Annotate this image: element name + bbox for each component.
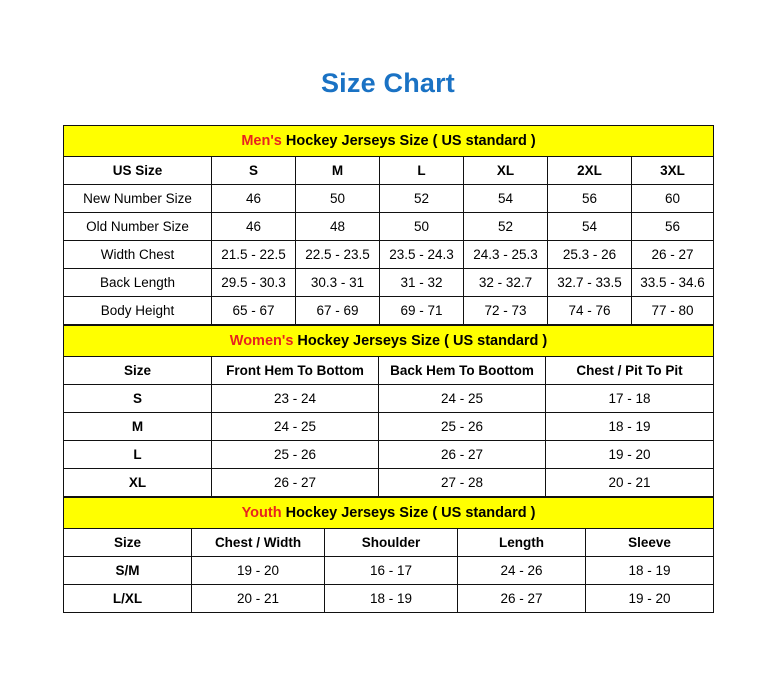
- mens-row-0-val-3: 54: [464, 185, 548, 213]
- mens-row-1-label: Old Number Size: [64, 213, 212, 241]
- mens-row-3-val-0: 29.5 - 30.3: [212, 269, 296, 297]
- youth-col-2: Shoulder: [325, 529, 458, 557]
- mens-row-4-val-0: 65 - 67: [212, 297, 296, 325]
- womens-row-3-val-0: 26 - 27: [212, 469, 379, 497]
- womens-row-1-val-1: 25 - 26: [379, 413, 546, 441]
- womens-header-accent: Women's: [229, 333, 294, 349]
- table-row: [64, 213, 714, 241]
- womens-col-0: Size: [64, 357, 212, 385]
- mens-section-header: [64, 126, 714, 157]
- mens-col-4: XL: [464, 157, 548, 185]
- mens-row-2-val-2: 23.5 - 24.3: [380, 241, 464, 269]
- mens-row-0-val-5: 60: [632, 185, 714, 213]
- youth-row-1-val-0: 20 - 21: [192, 585, 325, 613]
- mens-row-2-val-5: 26 - 27: [632, 241, 714, 269]
- youth-col-1: Chest / Width: [192, 529, 325, 557]
- mens-row-1-val-1: 48: [296, 213, 380, 241]
- mens-row-4-val-5: 77 - 80: [632, 297, 714, 325]
- youth-row-0-val-1: 16 - 17: [325, 557, 458, 585]
- mens-col-2: M: [296, 157, 380, 185]
- mens-row-1-val-0: 46: [212, 213, 296, 241]
- womens-row-3-val-2: 20 - 21: [546, 469, 714, 497]
- mens-row-0-val-2: 52: [380, 185, 464, 213]
- womens-col-1: Front Hem To Bottom: [212, 357, 379, 385]
- womens-row-0-label: S: [64, 385, 212, 413]
- table-row: [64, 297, 714, 325]
- mens-row-2-val-1: 22.5 - 23.5: [296, 241, 380, 269]
- youth-col-3: Length: [458, 529, 586, 557]
- youth-header-rest: Hockey Jerseys Size ( US standard ): [281, 505, 536, 521]
- womens-row-0-val-0: 23 - 24: [212, 385, 379, 413]
- youth-column-header-row: [64, 529, 714, 557]
- table-row: [64, 469, 714, 497]
- youth-size-table: [63, 497, 714, 613]
- mens-row-3-val-3: 32 - 32.7: [464, 269, 548, 297]
- youth-row-1-val-1: 18 - 19: [325, 585, 458, 613]
- womens-row-2-val-2: 19 - 20: [546, 441, 714, 469]
- youth-section-header: [64, 498, 714, 529]
- youth-row-1-val-2: 26 - 27: [458, 585, 586, 613]
- mens-row-1-val-5: 56: [632, 213, 714, 241]
- mens-column-header-row: [64, 157, 714, 185]
- mens-col-1: S: [212, 157, 296, 185]
- youth-row-1-val-3: 19 - 20: [586, 585, 714, 613]
- youth-col-0: Size: [64, 529, 192, 557]
- mens-row-2-label: Width Chest: [64, 241, 212, 269]
- womens-row-2-val-1: 26 - 27: [379, 441, 546, 469]
- womens-row-0-val-1: 24 - 25: [379, 385, 546, 413]
- womens-row-1-val-2: 18 - 19: [546, 413, 714, 441]
- mens-row-4-val-2: 69 - 71: [380, 297, 464, 325]
- mens-row-1-val-3: 52: [464, 213, 548, 241]
- womens-size-table: [63, 325, 714, 497]
- womens-row-1-val-0: 24 - 25: [212, 413, 379, 441]
- youth-section-header-row: [64, 498, 714, 529]
- table-row: [64, 185, 714, 213]
- mens-row-3-val-4: 32.7 - 33.5: [548, 269, 632, 297]
- mens-row-3-label: Back Length: [64, 269, 212, 297]
- womens-col-2: Back Hem To Boottom: [379, 357, 546, 385]
- mens-row-2-val-0: 21.5 - 22.5: [212, 241, 296, 269]
- mens-col-6: 3XL: [632, 157, 714, 185]
- mens-row-3-val-5: 33.5 - 34.6: [632, 269, 714, 297]
- mens-row-4-val-1: 67 - 69: [296, 297, 380, 325]
- page-title: Size Chart: [320, 68, 456, 98]
- womens-section-header: [64, 326, 714, 357]
- mens-section-header-row: [64, 126, 714, 157]
- womens-row-0-val-2: 17 - 18: [546, 385, 714, 413]
- youth-row-0-val-2: 24 - 26: [458, 557, 586, 585]
- mens-col-5: 2XL: [548, 157, 632, 185]
- womens-row-2-label: L: [64, 441, 212, 469]
- womens-row-1-label: M: [64, 413, 212, 441]
- table-row: [64, 269, 714, 297]
- table-row: [64, 585, 714, 613]
- table-row: [64, 385, 714, 413]
- mens-row-0-val-4: 56: [548, 185, 632, 213]
- mens-header-accent: Men's: [241, 133, 282, 149]
- youth-row-0-val-3: 18 - 19: [586, 557, 714, 585]
- mens-row-0-val-1: 50: [296, 185, 380, 213]
- youth-row-0-label: S/M: [64, 557, 192, 585]
- womens-row-2-val-0: 25 - 26: [212, 441, 379, 469]
- youth-header-accent: Youth: [241, 505, 282, 521]
- mens-row-2-val-3: 24.3 - 25.3: [464, 241, 548, 269]
- mens-row-4-label: Body Height: [64, 297, 212, 325]
- mens-row-0-label: New Number Size: [64, 185, 212, 213]
- mens-row-1-val-4: 54: [548, 213, 632, 241]
- mens-header-rest: Hockey Jerseys Size ( US standard ): [281, 133, 536, 149]
- mens-row-1-val-2: 50: [380, 213, 464, 241]
- mens-row-0-val-0: 46: [212, 185, 296, 213]
- womens-column-header-row: [64, 357, 714, 385]
- mens-row-3-val-2: 31 - 32: [380, 269, 464, 297]
- mens-row-4-val-3: 72 - 73: [464, 297, 548, 325]
- table-row: [64, 441, 714, 469]
- mens-row-2-val-4: 25.3 - 26: [548, 241, 632, 269]
- womens-header-rest: Hockey Jerseys Size ( US standard ): [293, 333, 548, 349]
- youth-col-4: Sleeve: [586, 529, 714, 557]
- mens-col-3: L: [380, 157, 464, 185]
- mens-size-table: [63, 125, 714, 325]
- youth-row-0-val-0: 19 - 20: [192, 557, 325, 585]
- youth-row-1-label: L/XL: [64, 585, 192, 613]
- mens-row-3-val-1: 30.3 - 31: [296, 269, 380, 297]
- mens-col-0: US Size: [64, 157, 212, 185]
- table-row: [64, 413, 714, 441]
- womens-col-3: Chest / Pit To Pit: [546, 357, 714, 385]
- womens-section-header-row: [64, 326, 714, 357]
- table-row: [64, 241, 714, 269]
- womens-row-3-label: XL: [64, 469, 212, 497]
- mens-row-4-val-4: 74 - 76: [548, 297, 632, 325]
- table-row: [64, 557, 714, 585]
- womens-row-3-val-1: 27 - 28: [379, 469, 546, 497]
- size-tables: [63, 99, 713, 613]
